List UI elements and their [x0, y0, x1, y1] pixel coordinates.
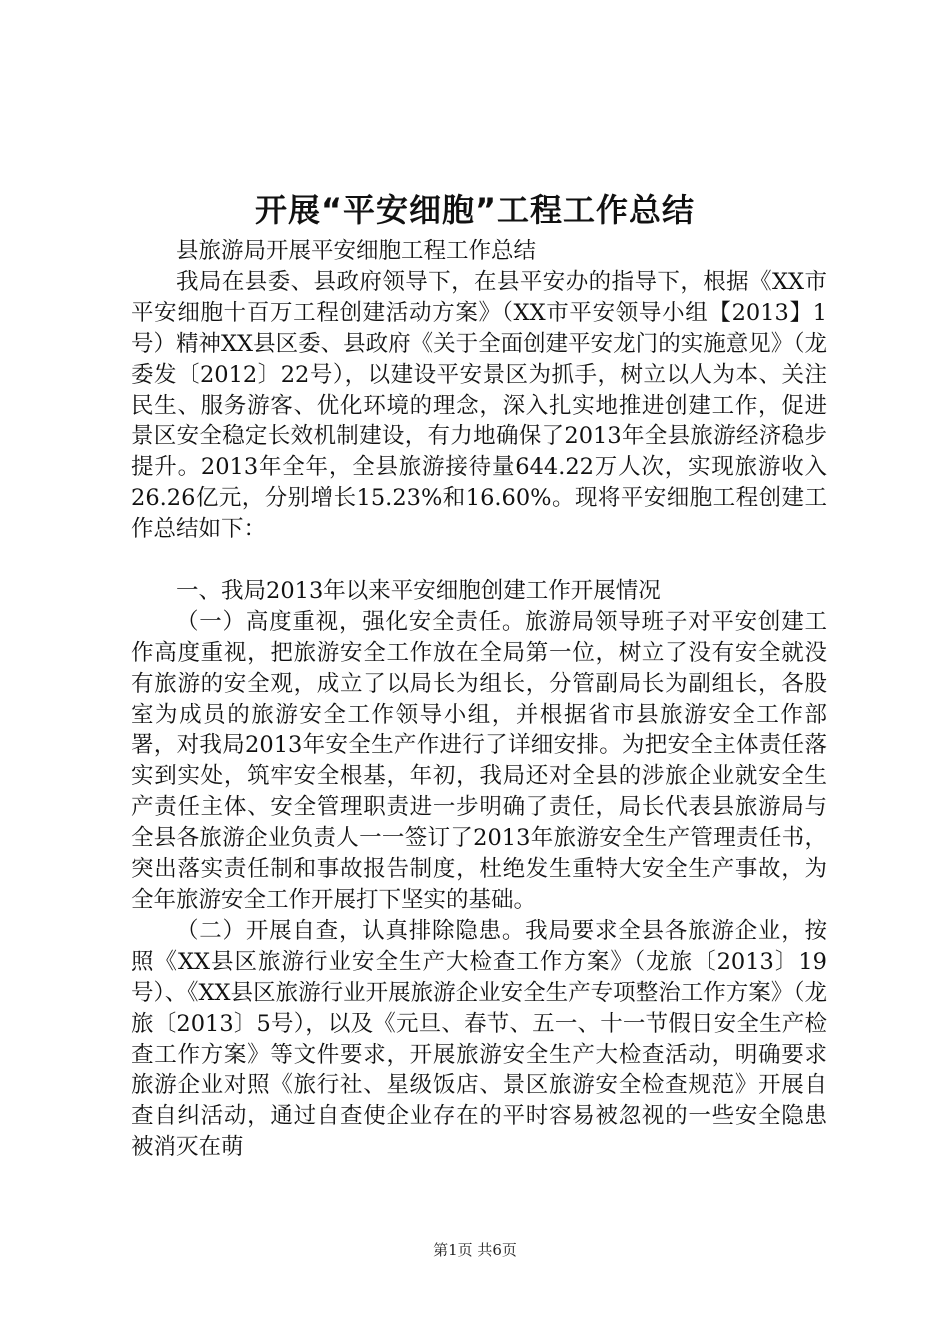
paragraph-intro: 我局在县委、县政府领导下，在县平安办的指导下，根据《XX市平安细胞十百万工程创建活动方案》（XX市平安领导小组【2013】1号）精神XX县区委、县政府《关于全面创建平安龙门的实施意见》（龙委发〔2012〕22号），以建设平安景区为抓手，树立以人为本、关注民生、服务游客、优化环境的理念，深入扎实地推进创建工作，促进景区安全稳定长效机制建设，有力地确保了2013年全县旅游经济稳步提升。2013年全年，全县旅游接待量644.22万人次，实现旅游收入26.26亿元，分别增长15.23%和16.60%。现将平安细胞工程创建工作总结如下：: [131, 268, 827, 543]
section-heading: 一、我局2013年以来平安细胞创建工作开展情况: [176, 577, 661, 604]
paragraph-item-1: （一）高度重视，强化安全责任。旅游局领导班子对平安创建工作高度重视，把旅游安全工作放在全局第一位，树立了没有安全就没有旅游的安全观，成立了以局长为组长，分管副局长为副组长，各股室为成员的旅游安全工作领导小组，并根据省市县旅游安全工作部署，对我局2013年安全生产作进行了详细安排。为把安全主体责任落实到实处，筑牢安全根基，年初，我局还对全县的涉旅企业就安全生产责任主体、安全管理职责进一步明确了责任，局长代表县旅游局与全县各旅游企业负责人一一签订了2013年旅游安全生产管理责任书，突出落实责任制和事故报告制度，杜绝发生重特大安全生产事故，为全年旅游安全工作开展打下坚实的基础。: [131, 608, 827, 914]
paragraph-item-2: （二）开展自查，认真排除隐患。我局要求全县各旅游企业，按照《XX县区旅游行业安全生产大检查工作方案》（龙旅〔2013〕19号）、《XX县区旅游行业开展旅游企业安全生产专项整治工作方案》（龙旅〔2013〕5号），以及《元旦、春节、五一、十一节假日安全生产检查工作方案》等文件要求，开展旅游安全生产大检查活动，明确要求旅游企业对照《旅行社、星级饭店、景区旅游安全检查规范》开展自查自纠活动，通过自查使企业存在的平时容易被忽视的一些安全隐患被消灭在萌: [131, 917, 827, 1161]
document-subtitle: 县旅游局开展平安细胞工程工作总结: [176, 238, 537, 264]
document-body: [131, 236, 827, 1163]
page-footer: 第1页 共6页: [433, 1241, 517, 1259]
paragraph-gap: [131, 545, 827, 576]
document-title: 开展“平安细胞”工程工作总结: [254, 191, 696, 229]
